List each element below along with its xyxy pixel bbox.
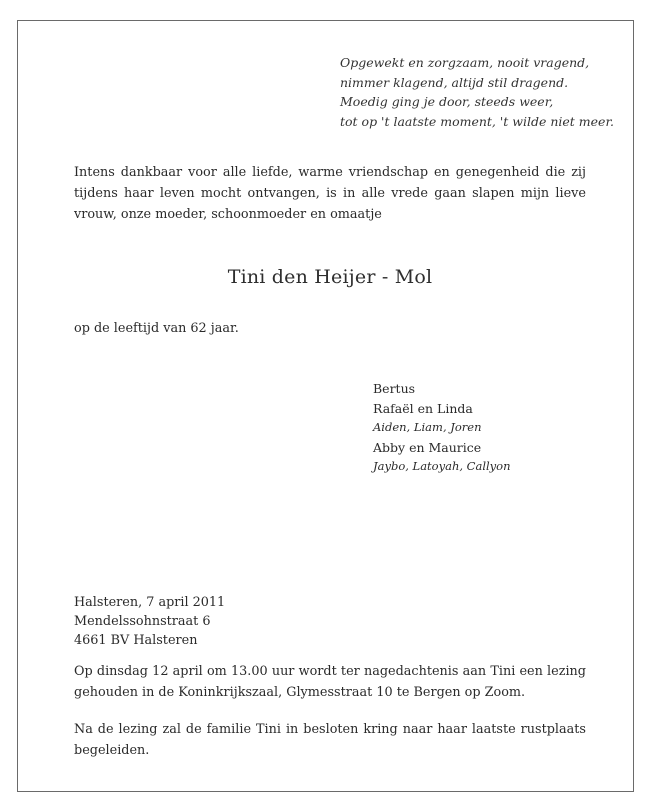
family-spouse: Bertus xyxy=(373,381,416,396)
intro-text: Intens dankbaar voor alle liefde, warme vriendschap en genegenheid die zij tijdens haar leven mocht ontvangen, is in alle vrede gaan slapen mijn lieve vrouw, onze moeder, schoonmoeder en omaatje xyxy=(74,165,586,222)
poem-line: Moedig ging je door, steeds weer, xyxy=(340,94,554,109)
family-child: Abby en Maurice xyxy=(373,439,482,455)
poem-line: tot op 't laatste moment, 't wilde niet meer. xyxy=(340,113,615,129)
age-line: op de leeftijd van 62 jaar. xyxy=(74,321,239,336)
family-grandchildren: Jaybo, Latoyah, Callyon xyxy=(373,459,511,473)
poem-line: nimmer klagend, altijd stil dragend. xyxy=(340,74,569,90)
closing-text: Na de lezing zal de familie Tini in besloten kring naar haar laatste rustplaats begeleiden. xyxy=(74,722,586,758)
place-date: Halsteren, 7 april 2011 xyxy=(74,595,226,610)
poem-line: Opgewekt en zorgzaam, nooit vragend, xyxy=(340,55,590,70)
family-list xyxy=(373,379,511,477)
correspondence-address xyxy=(74,593,225,650)
postal-city: 4661 BV Halsteren xyxy=(74,633,198,648)
deceased-name: Tini den Heijer - Mol xyxy=(227,266,433,288)
family-child: Rafaël en Linda xyxy=(373,400,473,416)
ceremony-text: Op dinsdag 12 april om 13.00 uur wordt ter nagedachtenis aan Tini een lezing gehouden in de Koninkrijkszaal, Glymesstraat 10 te Bergen op Zoom. xyxy=(74,664,586,700)
poem xyxy=(340,53,620,131)
street-address: Mendelssohnstraat 6 xyxy=(74,614,211,629)
family-grandchildren: Aiden, Liam, Joren xyxy=(373,420,482,434)
